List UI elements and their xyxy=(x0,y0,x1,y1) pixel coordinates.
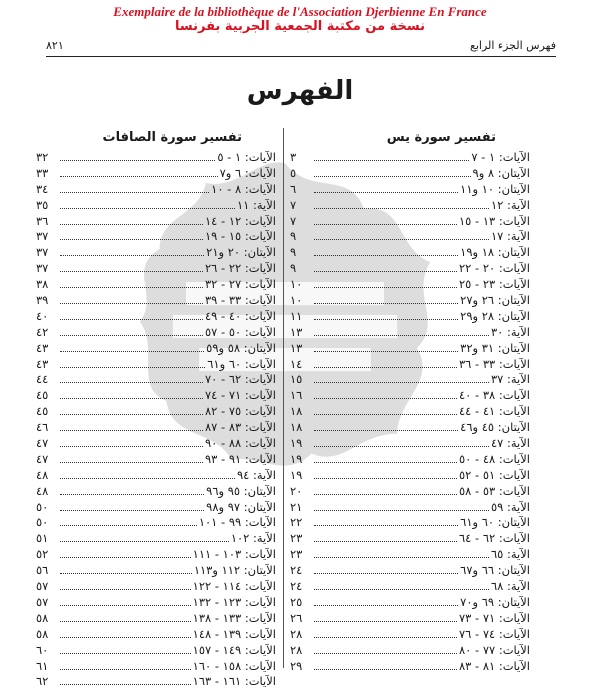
dot-leader xyxy=(60,199,235,209)
index-entry xyxy=(290,214,530,230)
entry-page-number: ١٠ xyxy=(290,293,303,308)
entry-verses: الآية: ١١ xyxy=(236,197,276,212)
entry-page-number: ١٩ xyxy=(290,436,303,451)
index-entry xyxy=(36,420,276,436)
dot-leader xyxy=(60,548,191,558)
index-entry xyxy=(36,659,276,675)
entry-page-number: ٧ xyxy=(290,213,297,228)
dot-leader xyxy=(60,326,203,336)
index-entry xyxy=(290,372,530,388)
entry-page-number: ٧ xyxy=(290,197,297,212)
entry-page-number: ٤٣ xyxy=(36,340,49,355)
entry-verses: الآيات: ٤٨ - ٥٠ xyxy=(458,451,530,466)
entry-page-number: ٤٤ xyxy=(36,372,49,387)
entry-verses: الآيات: ١٣ - ١٥ xyxy=(458,213,530,228)
entry-page-number: ٤٢ xyxy=(36,324,49,339)
entry-verses: الآيتان: ٢٦ و٢٧ xyxy=(460,293,530,308)
entry-page-number: ٢٣ xyxy=(290,547,303,562)
entry-verses: الآية: ١٠٢ xyxy=(230,531,276,546)
dot-leader xyxy=(60,310,203,320)
index-entry xyxy=(36,500,276,516)
dot-leader xyxy=(314,612,457,622)
index-entry xyxy=(290,452,530,468)
entry-verses: الآيتان: ٥٨ و٥٩ xyxy=(206,340,276,355)
index-entry xyxy=(36,341,276,357)
entry-verses: الآية: ٦٨ xyxy=(490,579,530,594)
running-head xyxy=(46,38,556,57)
index-entry xyxy=(290,547,530,563)
dot-leader xyxy=(314,516,458,526)
entry-page-number: ٦٢ xyxy=(36,674,49,689)
dot-leader xyxy=(314,215,457,225)
entry-verses: الآيات: ٤٠ - ٤٩ xyxy=(204,308,276,323)
dot-leader xyxy=(314,246,458,256)
entry-page-number: ٢٠ xyxy=(290,483,303,498)
index-entry xyxy=(36,214,276,230)
entry-page-number: ٥٠ xyxy=(36,515,49,530)
dot-leader xyxy=(314,453,457,463)
entry-page-number: ٩ xyxy=(290,261,297,276)
dot-leader xyxy=(314,278,457,288)
index-entry xyxy=(36,627,276,643)
dot-leader xyxy=(60,644,191,654)
entry-page-number: ٢٤ xyxy=(290,579,303,594)
index-entry xyxy=(290,182,530,198)
entry-page-number: ٣٨ xyxy=(36,277,49,292)
entry-page-number: ٥٨ xyxy=(36,610,49,625)
index-entry xyxy=(36,595,276,611)
index-entry xyxy=(290,643,530,659)
entry-page-number: ٤٨ xyxy=(36,467,49,482)
index-entry xyxy=(290,611,530,627)
entry-page-number: ٢٢ xyxy=(290,515,303,530)
entry-verses: الآيتان: ٦٦ و٦٧ xyxy=(460,563,530,578)
dot-leader xyxy=(314,660,457,670)
entry-page-number: ٦٠ xyxy=(36,642,49,657)
index-entry xyxy=(290,484,530,500)
entry-verses: الآيات: ٧٥ - ٨٢ xyxy=(204,404,276,419)
entry-verses: الآيات: ١٢٣ - ١٣٢ xyxy=(192,594,276,609)
index-entry xyxy=(36,150,276,166)
dot-leader xyxy=(60,230,203,240)
dot-leader xyxy=(60,564,192,574)
index-entry xyxy=(36,484,276,500)
entry-page-number: ١٠ xyxy=(290,277,303,292)
entry-verses: الآيات: ١١٤ - ١٢٢ xyxy=(192,579,276,594)
index-entry xyxy=(290,500,530,516)
entry-verses: الآية: ١٢ xyxy=(490,197,530,212)
entry-verses: الآيات: ١٥ - ١٩ xyxy=(204,229,276,244)
dot-leader xyxy=(314,532,457,542)
dot-leader xyxy=(314,596,458,606)
dot-leader xyxy=(314,326,489,336)
dot-leader xyxy=(314,421,458,431)
dot-leader xyxy=(60,453,203,463)
entry-verses: الآيات: ١٦١ - ١٦٣ xyxy=(192,674,276,689)
index-entry xyxy=(36,563,276,579)
entry-page-number: ٤٥ xyxy=(36,388,49,403)
dot-leader xyxy=(60,262,203,272)
entry-verses: الآيات: ٥٠ - ٥٧ xyxy=(204,324,276,339)
dot-leader xyxy=(314,644,457,654)
index-entry xyxy=(290,579,530,595)
index-entry xyxy=(36,611,276,627)
dot-leader xyxy=(314,358,457,368)
entry-page-number: ٤٧ xyxy=(36,451,49,466)
index-entry xyxy=(36,531,276,547)
dot-leader xyxy=(60,342,204,352)
dot-leader xyxy=(60,389,203,399)
dot-leader xyxy=(314,230,489,240)
index-entry xyxy=(36,674,276,690)
banner-french-text: Exemplaire de la bibliothèque de l'Association Djerbienne En France xyxy=(113,4,487,19)
dot-leader xyxy=(314,294,458,304)
entry-verses: الآيتان: ١١٢ و١١٣ xyxy=(193,563,276,578)
dot-leader xyxy=(60,358,205,368)
entry-page-number: ٣٧ xyxy=(36,229,49,244)
column-heading: تفسير سورة الصافات xyxy=(102,130,242,145)
column-divider xyxy=(283,128,284,668)
index-entry xyxy=(290,404,530,420)
index-entry xyxy=(36,166,276,182)
index-entry xyxy=(36,198,276,214)
index-entry xyxy=(290,293,530,309)
entry-page-number: ٩ xyxy=(290,229,297,244)
index-entry xyxy=(290,325,530,341)
entry-verses: الآيات: ١٣٩ - ١٤٨ xyxy=(192,626,276,641)
dot-leader xyxy=(60,278,203,288)
entry-verses: الآيات: ٦٢ - ٧٠ xyxy=(204,372,276,387)
index-entry xyxy=(290,436,530,452)
entry-page-number: ٣٢ xyxy=(36,150,49,164)
entry-page-number: ٣٦ xyxy=(36,213,49,228)
dot-leader xyxy=(314,501,489,511)
entry-page-number: ١٥ xyxy=(290,372,303,387)
index-entry xyxy=(290,468,530,484)
dot-leader xyxy=(314,437,489,447)
entry-verses: الآية: ٩٤ xyxy=(236,467,276,482)
entry-verses: الآيتان: ٢٠ و٢١ xyxy=(206,245,276,260)
dot-leader xyxy=(60,501,204,511)
dot-leader xyxy=(314,405,457,415)
entry-verses: الآية: ٦٥ xyxy=(490,547,530,562)
index-entry xyxy=(290,595,530,611)
entry-page-number: ٥٠ xyxy=(36,499,49,514)
entry-verses: الآيات: ٨ - ١٠ xyxy=(211,181,276,196)
index-entry xyxy=(36,325,276,341)
dot-leader xyxy=(314,183,458,193)
entry-verses: الآيات: ٥٣ - ٥٨ xyxy=(458,483,530,498)
entry-verses: الآيات: ١٤٩ - ١٥٧ xyxy=(192,642,276,657)
dot-leader xyxy=(60,421,203,431)
index-entry xyxy=(36,468,276,484)
entry-verses: الآية: ٣٠ xyxy=(490,324,530,339)
index-entry xyxy=(290,198,530,214)
index-entry xyxy=(36,229,276,245)
entry-verses: الآيات: ٩١ - ٩٣ xyxy=(204,451,276,466)
entry-page-number: ١٩ xyxy=(290,467,303,482)
entry-verses: الآيات: ٣٣ - ٣٦ xyxy=(458,356,530,371)
index-title: الفهرس xyxy=(246,76,354,106)
entry-verses: الآيات: ٣٨ - ٤٠ xyxy=(458,388,530,403)
entry-verses: الآيتان: ٩٧ و٩٨ xyxy=(206,499,276,514)
dot-leader xyxy=(60,675,191,685)
dot-leader xyxy=(60,469,235,479)
index-entry xyxy=(290,515,530,531)
entry-verses: الآيات: ٥١ - ٥٢ xyxy=(458,467,530,482)
entry-verses: الآيتان: ٦٠ و٦١ xyxy=(460,515,530,530)
library-banner xyxy=(0,4,600,35)
dot-leader xyxy=(314,469,457,479)
entry-page-number: ٤٠ xyxy=(36,308,49,323)
dot-leader xyxy=(60,405,203,415)
dot-leader xyxy=(60,596,191,606)
dot-leader xyxy=(60,532,229,542)
entry-verses: الآيات: ٢٢ - ٢٦ xyxy=(204,261,276,276)
dot-leader xyxy=(60,516,197,526)
dot-leader xyxy=(314,167,471,177)
index-entry xyxy=(36,182,276,198)
dot-leader xyxy=(314,342,458,352)
entry-verses: الآيات: ١ - ٧ xyxy=(471,150,530,164)
dot-leader xyxy=(60,437,203,447)
entry-verses: الآيتان: ٤٥ و٤٦ xyxy=(460,420,530,435)
entry-page-number: ٤٦ xyxy=(36,420,49,435)
index-entry xyxy=(36,515,276,531)
dot-leader xyxy=(60,167,218,177)
index-entry xyxy=(36,372,276,388)
index-entry xyxy=(36,309,276,325)
entry-verses: الآيتان: ٩٥ و٩٦ xyxy=(206,483,276,498)
dot-leader xyxy=(314,262,457,272)
index-entry xyxy=(36,452,276,468)
dot-leader xyxy=(314,628,457,638)
entry-page-number: ١٨ xyxy=(290,404,303,419)
entry-verses: الآيتان: ١٠ و١١ xyxy=(460,181,530,196)
entry-verses: الآيتان: ١٨ و١٩ xyxy=(460,245,530,260)
index-entry xyxy=(290,309,530,325)
dot-leader xyxy=(60,660,191,670)
entry-page-number: ٥٨ xyxy=(36,626,49,641)
entry-page-number: ٣٤ xyxy=(36,181,49,196)
entry-verses: الآية: ٥٩ xyxy=(490,499,530,514)
entry-page-number: ١٤ xyxy=(290,356,303,371)
entry-page-number: ٣٩ xyxy=(36,293,49,308)
entry-verses: الآيات: ١٢ - ١٤ xyxy=(204,213,276,228)
entry-page-number: ٩ xyxy=(290,245,297,260)
entry-verses: الآيات: ٨٣ - ٨٧ xyxy=(204,420,276,435)
entry-page-number: ٤٨ xyxy=(36,483,49,498)
entry-page-number: ٥٧ xyxy=(36,594,49,609)
entry-verses: الآيات: ١ - ٥ xyxy=(217,150,276,164)
entry-verses: الآيات: ٦ و٧ xyxy=(219,165,276,180)
index-entry xyxy=(36,404,276,420)
index-entry xyxy=(290,420,530,436)
dot-leader xyxy=(314,373,489,383)
entry-page-number: ٣٧ xyxy=(36,261,49,276)
index-entry xyxy=(290,341,530,357)
index-entry xyxy=(36,643,276,659)
entry-verses: الآيات: ٧١ - ٧٣ xyxy=(458,610,530,625)
entry-page-number: ١٨ xyxy=(290,420,303,435)
entry-page-number: ١٩ xyxy=(290,451,303,466)
dot-leader xyxy=(314,485,457,495)
index-entry xyxy=(290,531,530,547)
index-entry xyxy=(290,261,530,277)
index-entry xyxy=(290,357,530,373)
dot-leader xyxy=(60,151,215,161)
entry-page-number: ٦١ xyxy=(36,658,49,673)
dot-leader xyxy=(60,373,203,383)
entry-page-number: ٣٧ xyxy=(36,245,49,260)
index-entry xyxy=(290,388,530,404)
entry-page-number: ٢٥ xyxy=(290,594,303,609)
index-entry xyxy=(290,245,530,261)
entry-verses: الآيات: ٨٨ - ٩٠ xyxy=(204,436,276,451)
entry-page-number: ١١ xyxy=(290,308,303,323)
entry-page-number: ٣٣ xyxy=(36,165,49,180)
index-column-yasin xyxy=(290,128,530,674)
index-entry xyxy=(36,388,276,404)
dot-leader xyxy=(314,310,458,320)
dot-leader xyxy=(60,628,191,638)
dot-leader xyxy=(60,580,191,590)
entry-verses: الآيات: ٧٤ - ٧٦ xyxy=(458,626,530,641)
entry-verses: الآيات: ٦٢ - ٦٤ xyxy=(458,531,530,546)
dot-leader xyxy=(60,485,204,495)
index-entry xyxy=(290,659,530,675)
entry-verses: الآيات: ٧١ - ٧٤ xyxy=(204,388,276,403)
index-entry xyxy=(36,277,276,293)
dot-leader xyxy=(314,580,489,590)
entry-page-number: ٦ xyxy=(290,181,297,196)
entry-page-number: ١٣ xyxy=(290,324,303,339)
entry-page-number: ٥١ xyxy=(36,531,49,546)
dot-leader xyxy=(60,246,204,256)
entry-verses: الآية: ٣٧ xyxy=(490,372,530,387)
entry-page-number: ٢٣ xyxy=(290,531,303,546)
entry-page-number: ٢٩ xyxy=(290,658,303,673)
entry-verses: الآيات: ٢٠ - ٢٢ xyxy=(458,261,530,276)
entry-verses: الآيات: ٣٣ - ٣٩ xyxy=(204,293,276,308)
entry-page-number: ٥٢ xyxy=(36,547,49,562)
entry-page-number: ٢٤ xyxy=(290,563,303,578)
entry-verses: الآيتان: ٣١ و٣٢ xyxy=(460,340,530,355)
page-number: ٨٢١ xyxy=(46,39,64,52)
index-entry-list xyxy=(290,150,530,674)
entry-verses: الآيات: ٧٧ - ٨٠ xyxy=(458,642,530,657)
entry-page-number: ٥٧ xyxy=(36,579,49,594)
index-column-saffat xyxy=(36,128,276,690)
index-entry xyxy=(36,261,276,277)
entry-verses: الآيات: ١٥٨ - ١٦٠ xyxy=(192,658,276,673)
index-entry xyxy=(36,436,276,452)
index-entry xyxy=(36,547,276,563)
dot-leader xyxy=(60,612,191,622)
entry-page-number: ٢١ xyxy=(290,499,303,514)
dot-leader xyxy=(314,564,458,574)
dot-leader xyxy=(314,199,489,209)
entry-page-number: ١٣ xyxy=(290,340,303,355)
entry-page-number: ٢٨ xyxy=(290,642,303,657)
index-entry xyxy=(290,627,530,643)
entry-verses: الآيتان: ٢٨ و٢٩ xyxy=(460,308,530,323)
entry-page-number: ٥ xyxy=(290,165,297,180)
entry-verses: الآيات: ٩٩ - ١٠١ xyxy=(198,515,276,530)
dot-leader xyxy=(60,183,209,193)
index-entry xyxy=(290,563,530,579)
index-entry xyxy=(290,150,530,166)
index-entry xyxy=(36,245,276,261)
entry-verses: الآيات: ١٠٣ - ١١١ xyxy=(192,547,276,562)
index-entry xyxy=(290,229,530,245)
entry-page-number: ٢٨ xyxy=(290,626,303,641)
dot-leader xyxy=(314,548,489,558)
entry-page-number: ٤٣ xyxy=(36,356,49,371)
running-head-title: فهرس الجزء الرابع xyxy=(469,39,556,52)
entry-verses: الآيات: ٢٧ - ٣٢ xyxy=(204,277,276,292)
entry-page-number: ١٦ xyxy=(290,388,303,403)
dot-leader xyxy=(60,294,203,304)
entry-verses: الآيتان: ٦٩ و٧٠ xyxy=(460,594,530,609)
entry-page-number: ٥٦ xyxy=(36,563,49,578)
entry-verses: الآيتان: ٨ و٩ xyxy=(472,165,530,180)
index-entry-list xyxy=(36,150,276,690)
entry-page-number: ٤٧ xyxy=(36,436,49,451)
entry-page-number: ٣ xyxy=(290,150,297,164)
entry-page-number: ٤٥ xyxy=(36,404,49,419)
banner-arabic-text: نسخة من مكتبة الجمعية الجربية بفرنسا xyxy=(175,19,425,34)
entry-page-number: ٣٥ xyxy=(36,197,49,212)
entry-verses: الآيات: ٤١ - ٤٤ xyxy=(458,404,530,419)
index-entry xyxy=(290,277,530,293)
entry-verses: الآيات: ٢٣ - ٢٥ xyxy=(458,277,530,292)
entry-verses: الآية: ١٧ xyxy=(490,229,530,244)
dot-leader xyxy=(60,215,203,225)
entry-page-number: ٢٦ xyxy=(290,610,303,625)
entry-verses: الآيات: ٨١ - ٨٣ xyxy=(458,658,530,673)
entry-verses: الآيات: ٦٠ و٦١ xyxy=(207,356,276,371)
index-entry xyxy=(36,293,276,309)
index-entry xyxy=(36,579,276,595)
dot-leader xyxy=(314,151,469,161)
dot-leader xyxy=(314,389,457,399)
entry-verses: الآية: ٤٧ xyxy=(490,436,530,451)
entry-verses: الآيات: ١٣٣ - ١٣٨ xyxy=(192,610,276,625)
index-entry xyxy=(36,357,276,373)
column-heading: تفسير سورة يس xyxy=(386,130,496,145)
index-entry xyxy=(290,166,530,182)
